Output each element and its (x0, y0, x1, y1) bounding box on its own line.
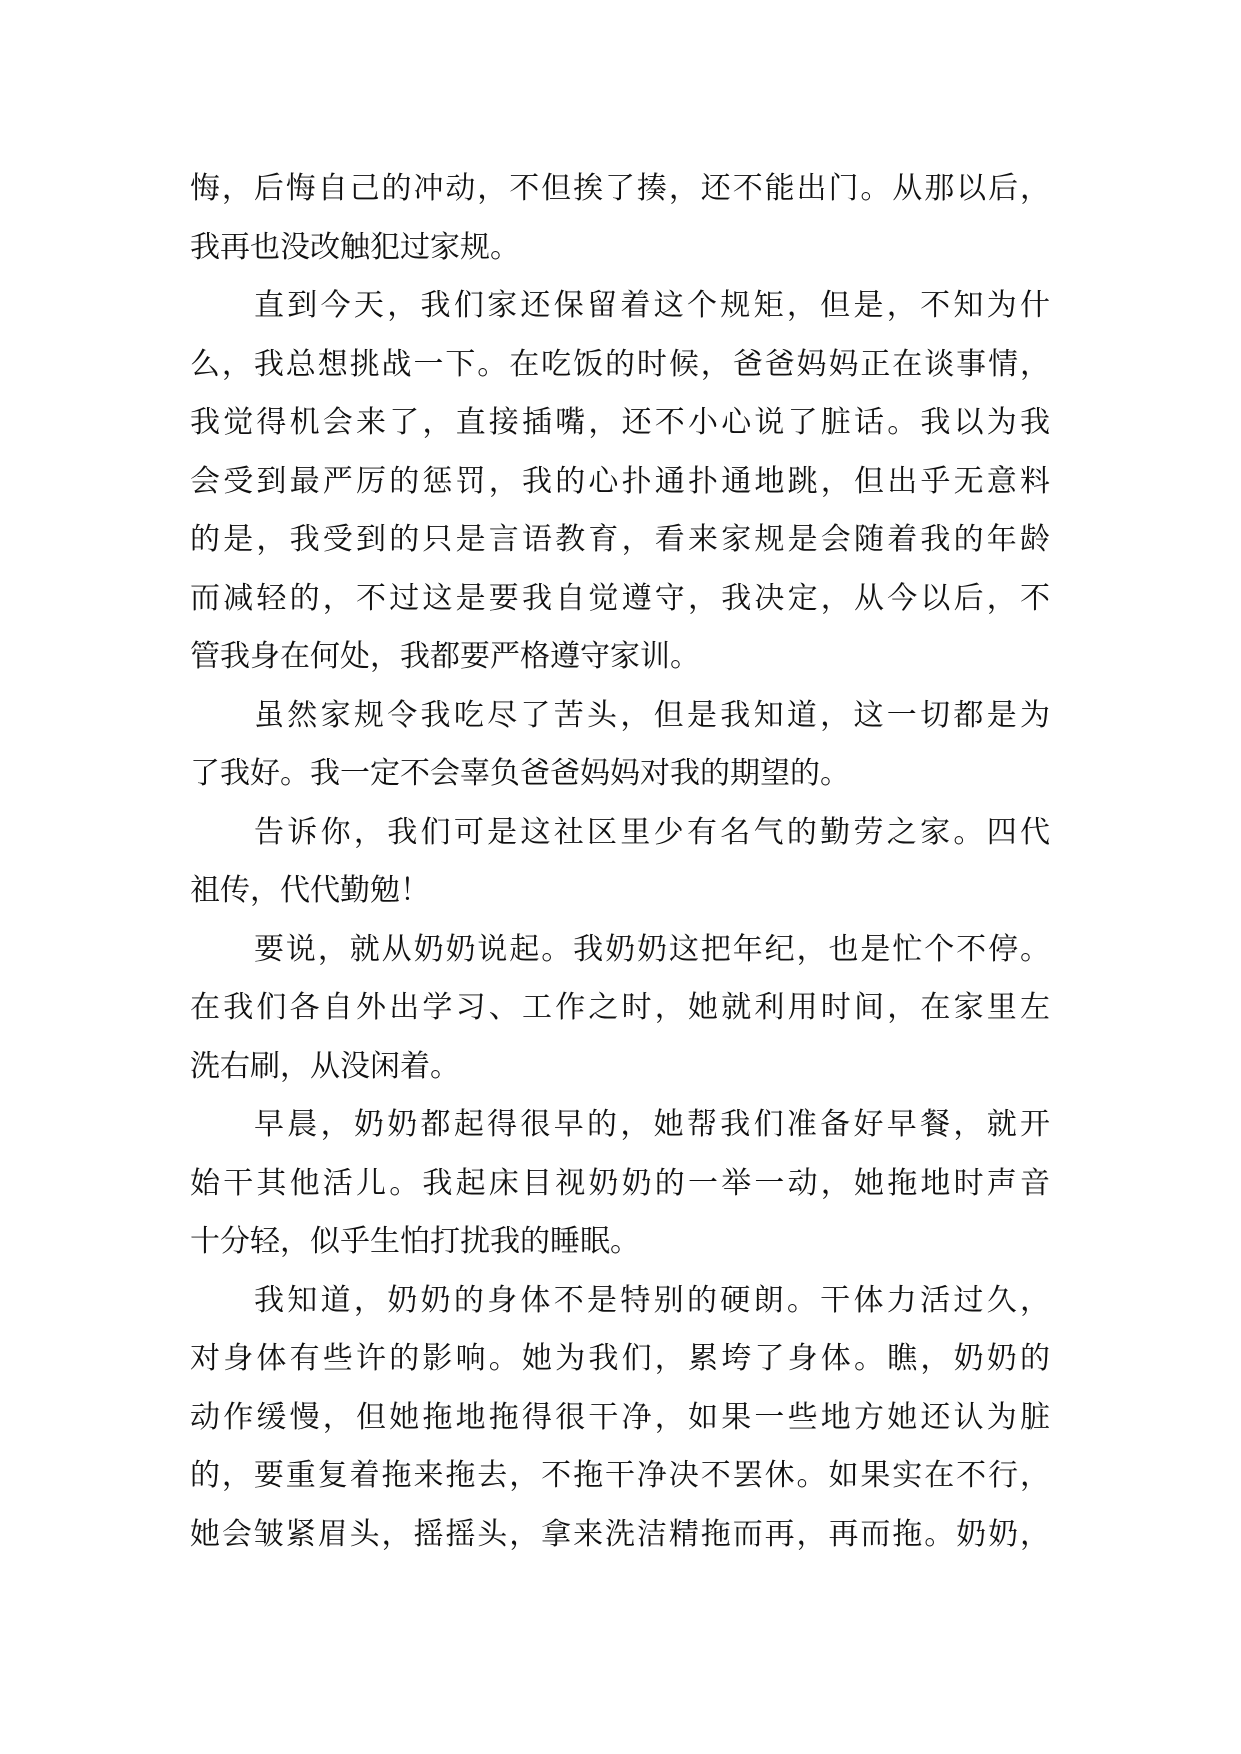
text-line: 了我好。我一定不会辜负爸爸妈妈对我的期望的。 (190, 756, 850, 791)
text-line: 洗右刷，从没闲着。 (190, 1048, 460, 1084)
text-line: 我觉得机会来了，直接插嘴，还不小心说了脏话。我以为我 (190, 405, 1050, 440)
text-line: 十分轻，似乎生怕打扰我的睡眠。 (190, 1224, 640, 1259)
text-line: 悔，后悔自己的冲动，不但挨了揍，还不能出门。从那以后， (190, 171, 1050, 206)
text-line: 而减轻的，不过这是要我自觉遵守，我决定，从今以后，不 (190, 580, 1050, 616)
text-line: 么，我总想挑战一下。在吃饭的时候，爸爸妈妈正在谈事情， (190, 346, 1050, 382)
text-line: 对身体有些许的影响。她为我们，累垮了身体。瞧，奶奶的 (190, 1341, 1050, 1376)
text-line: 要说，就从奶奶说起。我奶奶这把年纪，也是忙个不停。 (254, 931, 1050, 967)
text-line: 直到今天，我们家还保留着这个规矩，但是，不知为什 (254, 288, 1050, 323)
text-line: 她会皱紧眉头，摇摇头，拿来洗洁精拖而再，再而拖。奶奶， (190, 1516, 1050, 1552)
text-line: 祖传，代代勤勉！ (190, 873, 430, 908)
text-line: 的是，我受到的只是言语教育，看来家规是会随着我的年龄 (190, 522, 1050, 557)
text-line: 在我们各自外出学习、工作之时，她就利用时间，在家里左 (190, 990, 1050, 1025)
text-line: 我再也没改触犯过家规。 (190, 229, 520, 265)
text-line: 我知道，奶奶的身体不是特别的硬朗。干体力活过久， (254, 1282, 1050, 1318)
text-line: 管我身在何处，我都要严格遵守家训。 (190, 639, 700, 674)
text-line: 早晨，奶奶都起得很早的，她帮我们准备好早餐，就开 (254, 1107, 1050, 1142)
text-line: 告诉你，我们可是这社区里少有名气的勤劳之家。四代 (254, 814, 1050, 850)
text-line: 的，要重复着拖来拖去，不拖干净决不罢休。如果实在不行， (190, 1458, 1050, 1493)
text-line: 始干其他活儿。我起床目视奶奶的一举一动，她拖地时声音 (190, 1165, 1050, 1201)
text-line: 动作缓慢，但她拖地拖得很干净，如果一些地方她还认为脏 (190, 1399, 1050, 1435)
document-body (190, 160, 1050, 1564)
text-line: 虽然家规令我吃尽了苦头，但是我知道，这一切都是为 (254, 697, 1050, 733)
text-line: 会受到最严厉的惩罚，我的心扑通扑通地跳，但出乎无意料 (190, 463, 1050, 499)
